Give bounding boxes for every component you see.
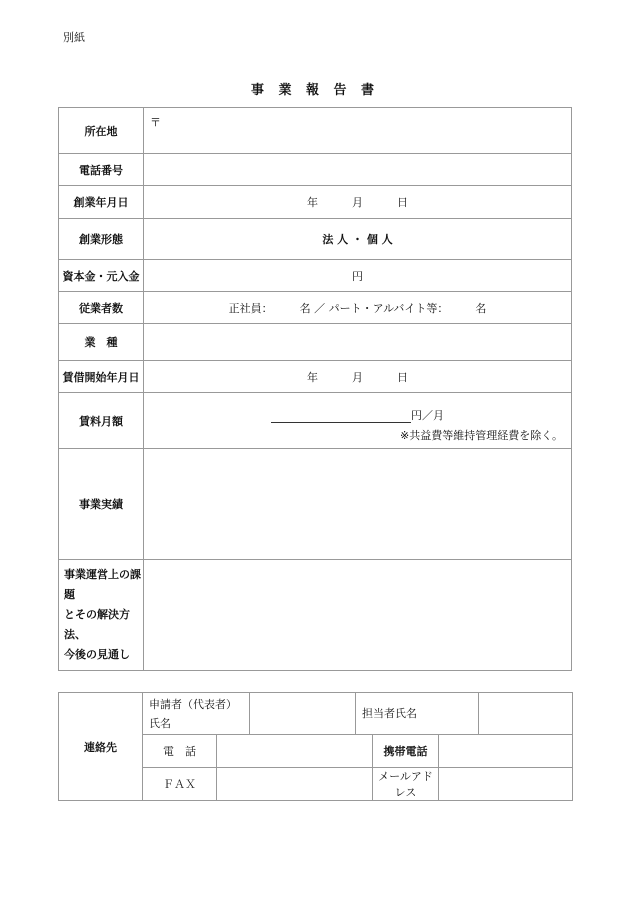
- yen-unit: 円: [352, 269, 363, 283]
- issues-label-line2: とその解決方法、: [64, 608, 130, 641]
- fax-label: ＦＡＸ: [143, 768, 217, 801]
- row-employees: [59, 292, 572, 324]
- founded-label: 創業年月日: [59, 186, 144, 219]
- tel-label: 電 話: [143, 735, 217, 768]
- row-rent: [59, 393, 572, 449]
- industry-label: 業 種: [59, 324, 144, 361]
- lease-start-field[interactable]: [144, 361, 572, 393]
- document-title: 事 業 報 告 書: [250, 83, 380, 98]
- issues-field[interactable]: [144, 560, 572, 671]
- address-field[interactable]: [144, 108, 572, 154]
- rent-note: ※共益費等維持管理経費を除く。: [400, 428, 563, 442]
- employees-label: 従業者数: [59, 292, 144, 324]
- tel-field[interactable]: [217, 735, 373, 768]
- regular-unit: 名: [299, 301, 311, 315]
- contact-label: 連絡先: [59, 693, 143, 801]
- day-unit: 日: [397, 196, 408, 209]
- results-field[interactable]: [144, 449, 572, 560]
- mobile-label: 携帯電話: [373, 735, 439, 768]
- row-issues: [59, 560, 572, 671]
- lease-start-label: 賃借開始年月日: [59, 361, 144, 393]
- rent-label: 賃料月額: [59, 393, 144, 449]
- contact-table: [58, 692, 573, 801]
- row-capital: [59, 260, 572, 292]
- row-lease-start: [59, 361, 572, 393]
- business-form-options[interactable]: 法 人 ・ 個 人: [144, 219, 572, 260]
- part-time-unit: 名: [475, 301, 487, 315]
- phone-label: 電話番号: [59, 154, 144, 186]
- phone-field[interactable]: [144, 154, 572, 186]
- capital-label: 資本金・元入金: [59, 260, 144, 292]
- results-label: 事業実績: [59, 449, 144, 560]
- founded-date-field[interactable]: [144, 186, 572, 219]
- person-in-charge-label: 担当者氏名: [356, 693, 479, 735]
- applicant-name-field[interactable]: [250, 693, 356, 735]
- issues-label-line3: 今後の見通し: [64, 648, 130, 661]
- mobile-field[interactable]: [439, 735, 573, 768]
- email-label: メールアドレス: [373, 768, 439, 801]
- postal-mark: 〒: [150, 115, 161, 129]
- month-unit: 月: [352, 370, 363, 384]
- row-address: [59, 108, 572, 154]
- business-report-form: [58, 107, 572, 671]
- row-founded: [59, 186, 572, 219]
- fax-field[interactable]: [217, 768, 373, 801]
- rent-unit: 円／月: [411, 408, 444, 422]
- email-field[interactable]: [439, 768, 573, 801]
- row-phone: [59, 154, 572, 186]
- issues-label: [59, 560, 144, 671]
- applicant-label-line2: 氏名: [149, 716, 171, 730]
- employees-field[interactable]: [144, 292, 572, 324]
- year-unit: 年: [307, 196, 318, 209]
- address-label: 所在地: [59, 108, 144, 154]
- business-form-label: 創業形態: [59, 219, 144, 260]
- row-industry: [59, 324, 572, 361]
- part-time-label: ／ パート・アルバイト等：: [314, 301, 449, 315]
- regular-employees-label: 正社員：: [228, 301, 273, 315]
- issues-label-line1: 事業運営上の課題: [64, 568, 141, 601]
- industry-field[interactable]: [144, 324, 572, 361]
- rent-amount-line: [271, 409, 411, 423]
- row-results: [59, 449, 572, 560]
- capital-field[interactable]: [144, 260, 572, 292]
- month-unit: 月: [352, 196, 363, 209]
- rent-field[interactable]: [144, 393, 572, 449]
- attachment-label: 別紙: [63, 31, 85, 44]
- contact-row-names: [59, 693, 573, 735]
- person-in-charge-field[interactable]: [479, 693, 573, 735]
- year-unit: 年: [307, 370, 318, 384]
- applicant-label-line1: 申請者（代表者）: [149, 697, 237, 711]
- row-business-form: [59, 219, 572, 260]
- day-unit: 日: [397, 370, 408, 384]
- applicant-label: [143, 693, 250, 735]
